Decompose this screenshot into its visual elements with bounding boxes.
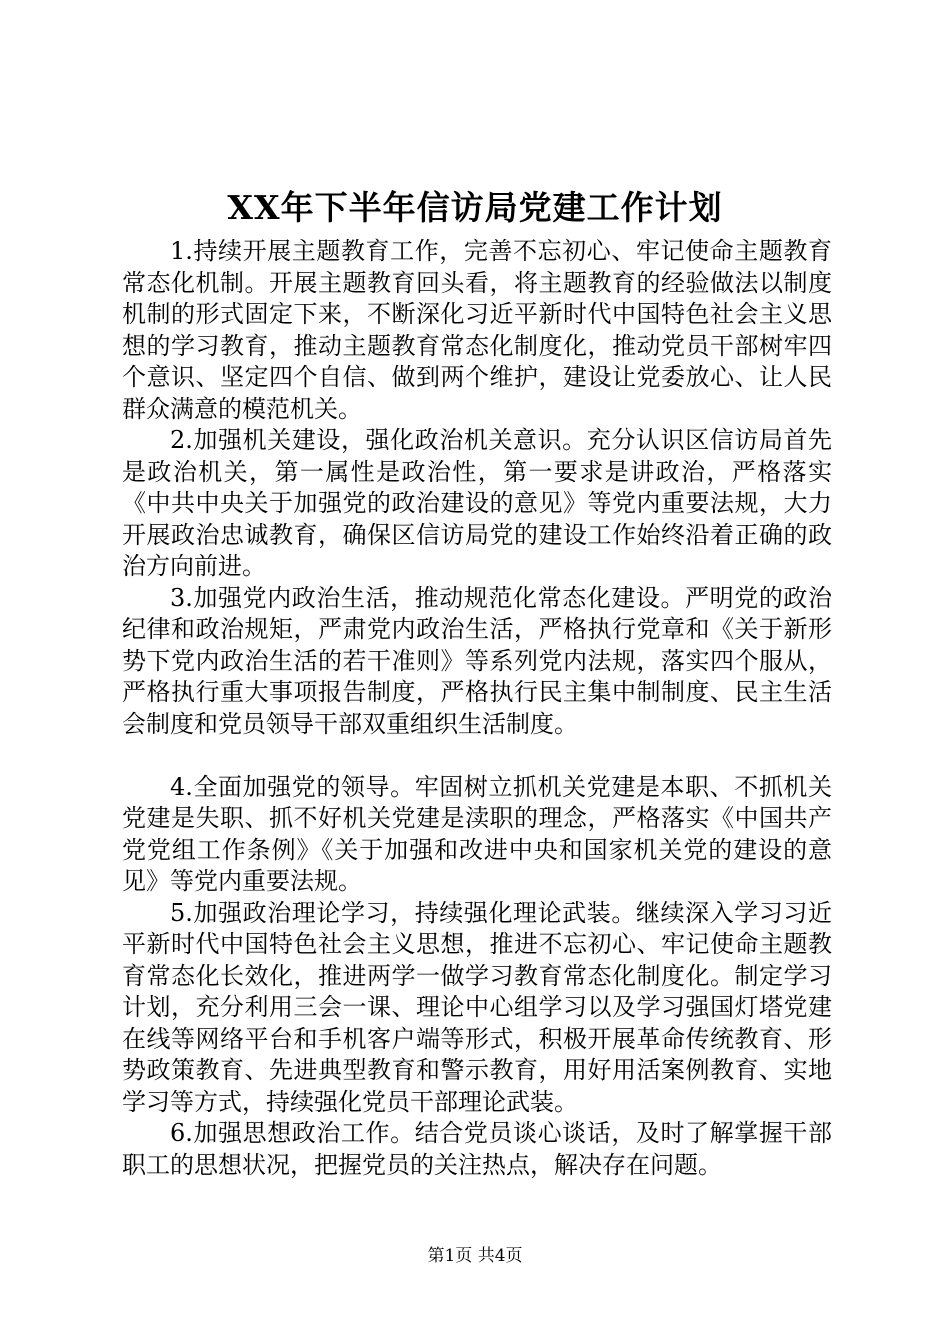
document-title: XX年下半年信访局党建工作计划	[227, 188, 723, 227]
paragraph-3: 3.加强党内政治生活，推动规范化常态化建设。严明党的政治纪律和政治规矩，严肃党内政治生活，严格执行党章和《关于新形势下党内政治生活的若干准则》等系列党内法规，落实四个服从，严格执行重大事项报告制度，严格执行民主集中制制度、民主生活会制度和党员领导干部双重组织生活制度。	[122, 583, 832, 738]
page-footer: 第1页 共4页	[427, 1246, 523, 1266]
paragraph-4: 4.全面加强党的领导。牢固树立抓机关党建是本职、不抓机关党建是失职、抓不好机关党建是渎职的理念，严格落实《中国共产党党组工作条例》《关于加强和改进中央和国家机关党的建设的意见》等党内重要法规。	[122, 772, 832, 895]
paragraph-5: 5.加强政治理论学习，持续强化理论武装。继续深入学习习近平新时代中国特色社会主义思想，推进不忘初心、牢记使命主题教育常态化长效化，推进两学一做学习教育常态化制度化。制定学习计划，充分利用三会一课、理论中心组学习以及学习强国灯塔党建在线等网络平台和手机客户端等形式，积极开展革命传统教育、形势政策教育、先进典型教育和警示教育，用好用活案例教育、实地学习等方式，持续强化党员干部理论武装。	[122, 898, 832, 1116]
paragraph-2: 2.加强机关建设，强化政治机关意识。充分认识区信访局首先是政治机关，第一属性是政治性，第一要求是讲政治，严格落实《中共中央关于加强党的政治建设的意见》等党内重要法规，大力开展政治忠诚教育，确保区信访局党的建设工作始终沿着正确的政治方向前进。	[122, 426, 832, 580]
paragraph-1: 1.持续开展主题教育工作，完善不忘初心、牢记使命主题教育常态化机制。开展主题教育回头看，将主题教育的经验做法以制度机制的形式固定下来，不断深化习近平新时代中国特色社会主义思想的学习教育，推动主题教育常态化制度化，推动党员干部树牢四个意识、坚定四个自信、做到两个维护，建设让党委放心、让人民群众满意的模范机关。	[122, 237, 832, 423]
paragraph-6: 6.加强思想政治工作。结合党员谈心谈话，及时了解掌握干部职工的思想状况，把握党员的关注热点，解决存在问题。	[122, 1119, 832, 1179]
document-body	[122, 236, 832, 1181]
